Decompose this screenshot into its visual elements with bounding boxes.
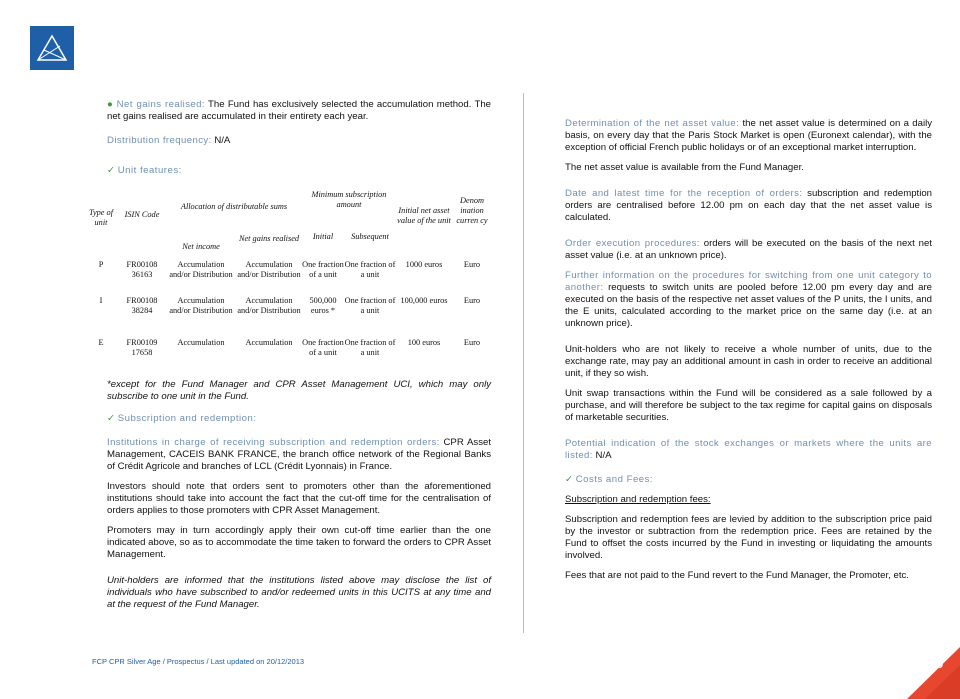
- header-initial: Initial: [312, 232, 334, 241]
- cell-nav: 100,000 euros: [400, 296, 448, 305]
- cell-initial: One fraction of a unit: [302, 260, 344, 279]
- cell-nav: 100 euros: [407, 338, 441, 347]
- cell-income: Accumulation: [177, 338, 225, 347]
- right-column: [565, 118, 932, 590]
- checkmark-icon: ✓: [107, 413, 116, 424]
- company-logo: [30, 26, 74, 70]
- unitholders-exchange-paragraph: Unit-holders who are not likely to receive a whole number of units, due to the exchange rate, may pay an additional amount in cash in order to receive an additional unit, if they so wish.: [565, 344, 932, 379]
- unit-features-label: Unit features:: [117, 165, 182, 176]
- switch-label: Further information on the procedures for switching from one unit category to another:: [565, 270, 932, 293]
- net-gains-text: The Fund has exclusively selected the accumulation method. The net gains realised are accumulated in their entirety each year.: [107, 99, 492, 122]
- table-row: [84, 260, 492, 296]
- listed-label: Potential indication of the stock exchanges or markets where the units are listed:: [565, 438, 932, 461]
- header-allocation: Allocation of distributable sums: [180, 202, 288, 211]
- execution-label: Order execution procedures:: [565, 238, 700, 249]
- subscription-heading: [107, 413, 491, 425]
- dist-frequency-label: Distribution frequency:: [107, 135, 212, 146]
- cell-isin: FR00108 38284: [126, 296, 158, 315]
- footer-text: FCP CPR Silver Age / Prospectus / Last updated on 20/12/2013: [92, 657, 305, 666]
- header-minimum: Minimum subscription amount: [311, 190, 387, 209]
- unit-features-table: [84, 188, 492, 370]
- costs-heading: [565, 474, 932, 486]
- institutions-text: CPR Asset Management, CACEIS BANK FRANCE, the branch office network of the Regional Banks of Crédit Agricole and branches of LCL (Crédit Lyonnais) in France.: [107, 437, 491, 472]
- listed-paragraph: [565, 438, 932, 462]
- investors-paragraph: Investors should note that orders sent to promoters other than the aforementioned institutions should take into account the fact that the cut-off time for the centralisation of orders applies to those promoters with CPR Asset Management.: [107, 481, 491, 516]
- listed-value: N/A: [595, 450, 612, 461]
- cell-initial: One fraction of a unit: [302, 338, 344, 357]
- header-nav: Initial net asset value of the unit: [397, 206, 451, 225]
- determination-paragraph: [565, 118, 932, 154]
- date-label: Date and latest time for the reception of orders:: [565, 188, 803, 199]
- cell-nav: 1000 euros: [405, 260, 443, 269]
- checkmark-icon: ✓: [107, 165, 116, 176]
- net-gains-paragraph: [107, 99, 491, 123]
- net-gains-label: Net gains realised:: [116, 99, 205, 110]
- dist-frequency-line: [107, 135, 230, 147]
- institutions-paragraph: [107, 437, 491, 473]
- cell-currency: Euro: [463, 296, 481, 305]
- column-divider: [523, 93, 524, 633]
- fees-not-paid-paragraph: Fees that are not paid to the Fund revert to the Fund Manager, the Promoter, etc.: [565, 570, 909, 581]
- cell-subsequent: One fraction of a unit: [344, 296, 396, 315]
- cell-type: P: [98, 260, 104, 269]
- header-subsequent: Subsequent: [351, 232, 389, 241]
- cell-type: I: [99, 296, 103, 305]
- checkmark-icon: ✓: [565, 474, 574, 485]
- institutions-label: Institutions in charge of receiving subscription and redemption orders:: [107, 437, 440, 448]
- cell-subsequent: One fraction of a unit: [344, 260, 396, 279]
- header-denomination: Denom ination curren cy: [456, 196, 488, 225]
- page-number: 10: [930, 657, 944, 671]
- unitholders-paragraph: Unit-holders are informed that the institutions listed above may disclose the list of individuals who have subscribed to and/or redeemed units in this UCITS at any time and at the request of the Fund Manager.: [107, 575, 491, 610]
- switch-paragraph: [565, 270, 932, 330]
- dist-frequency-value: N/A: [214, 135, 231, 146]
- left-column-bottom: [107, 379, 491, 619]
- header-isin: ISIN Code: [124, 210, 160, 219]
- switch-text: requests to switch units are pooled before 12.00 pm every day and are executed on the basis of the respective net asset values of the P units, the I units, and the E units, calculated according to the market price on the same day (i.e. at an unknown price).: [565, 282, 932, 329]
- cell-gains: Accumulation and/or Distribution: [237, 296, 301, 315]
- header-type: Type of unit: [88, 208, 114, 227]
- cell-gains: Accumulation: [245, 338, 293, 347]
- cell-isin: FR00108 36163: [126, 260, 158, 279]
- page-badge-icon: [905, 645, 960, 699]
- nav-available: The net asset value is available from the Fund Manager.: [565, 162, 804, 173]
- cell-income: Accumulation and/or Distribution: [169, 260, 233, 279]
- cell-subsequent: One fraction of a unit: [344, 338, 396, 357]
- fees-subheading: Subscription and redemption fees:: [565, 494, 711, 505]
- swap-paragraph: Unit swap transactions within the Fund will be considered as a sale followed by a purchase, and will therefore be subject to the tax regime for capital gains on disposals of marketable securities.: [565, 388, 932, 423]
- cell-initial: 500,000 euros *: [309, 296, 337, 315]
- cell-currency: Euro: [463, 338, 481, 347]
- left-column-top: [107, 99, 491, 131]
- cell-isin: FR00109 17658: [126, 338, 158, 357]
- header-net-gains: Net gains realised: [238, 234, 300, 243]
- subscription-heading-label: Subscription and redemption:: [117, 413, 257, 424]
- fees-paragraph: Subscription and redemption fees are levied by addition to the subscription price paid by the investor or subtraction from the redemption price. Fees are retained by the Fund to offset the costs incurred by the Fund in investing or liquidating the amounts involved.: [565, 514, 932, 561]
- table-row: [84, 338, 492, 370]
- determination-text: the net asset value is determined on a daily basis, on every day that the Paris Stock Market is open (Euronext calendar), with the exception of official French public holidays or of an exceptional market interruption.: [565, 118, 933, 153]
- execution-text: orders will be executed on the basis of the next net asset value (i.e. at an unknown price).: [565, 238, 933, 261]
- cell-income: Accumulation and/or Distribution: [169, 296, 233, 315]
- promoters-paragraph: Promoters may in turn accordingly apply their own cut-off time earlier than the one indicated above, so as to accommodate the time taken to forward the orders to CPR Asset Management.: [107, 525, 491, 560]
- date-paragraph: [565, 188, 932, 224]
- determination-label: Determination of the net asset value:: [565, 118, 740, 129]
- footnote: *except for the Fund Manager and CPR Asset Management UCI, which may only subscribe to one unit in the Fund.: [107, 379, 491, 402]
- execution-paragraph: [565, 238, 932, 262]
- cell-gains: Accumulation and/or Distribution: [237, 260, 301, 279]
- bullet-icon: ●: [107, 99, 114, 110]
- date-text: subscription and redemption orders are centralised before 12.00 pm on each day that the net asset value is calculated.: [565, 188, 933, 223]
- unit-features-heading: [107, 165, 182, 177]
- table-row: [84, 296, 492, 338]
- cell-type: E: [98, 338, 104, 347]
- header-net-income: Net income: [182, 242, 220, 251]
- cell-currency: Euro: [463, 260, 481, 269]
- costs-heading-label: Costs and Fees:: [575, 474, 654, 485]
